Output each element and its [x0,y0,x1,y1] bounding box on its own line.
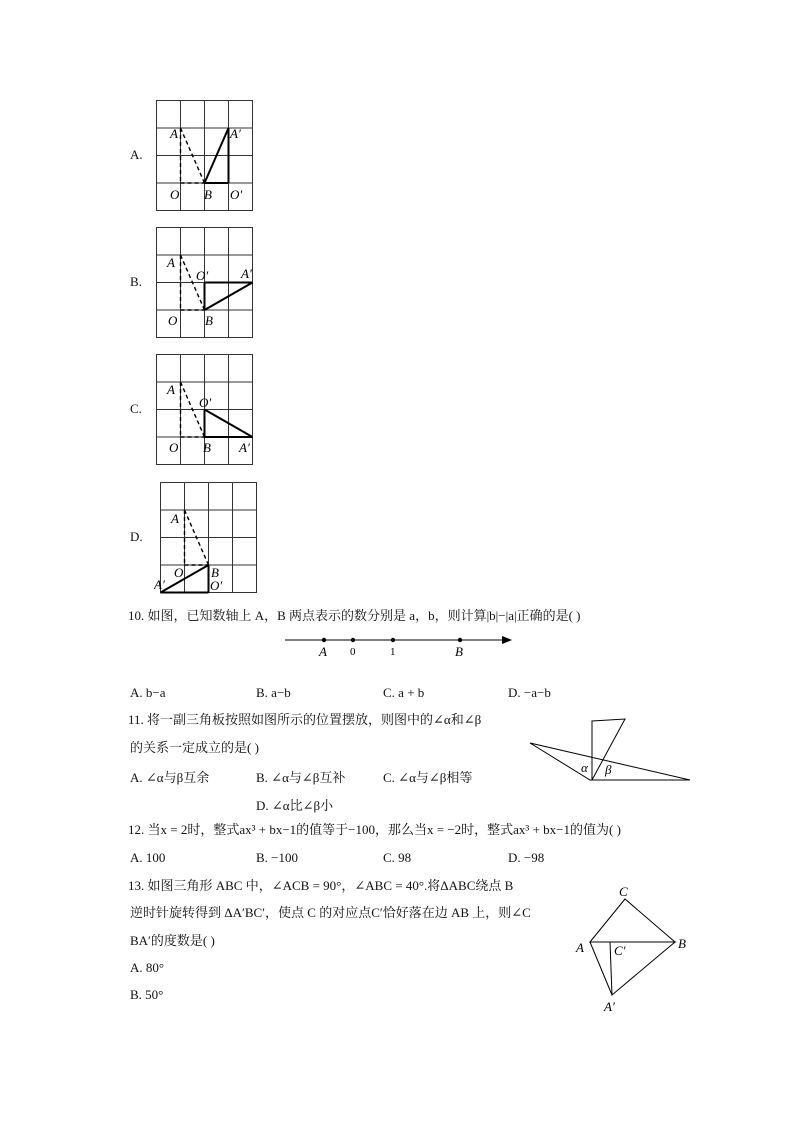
q9-option-a-figure [150,98,260,214]
point-a-label: A [167,255,175,270]
q10-stem: 10. 如图，已知数轴上 A，B 两点表示的数分别是 a，b，则计算|b|−|a|正确的是( ) [128,608,581,623]
q10-option-a: A. b−a [130,685,166,700]
q12-option-b: B. −100 [256,850,299,865]
q10-number-line [280,630,520,662]
q11-option-a: A. ∠α与β互余 [130,770,210,785]
point-a-prime-label: A′ [239,440,250,455]
q13-option-b: B. 50° [130,987,164,1002]
point-b-label: B [678,936,686,951]
q12-option-a: A. 100 [130,850,166,865]
axis-label-one: 1 [390,646,396,658]
point-a-label: A [171,511,179,526]
q10-option-b: B. a−b [256,685,291,700]
axis-label-a: A [319,644,327,659]
point-o-label: O [174,565,184,580]
q12-stem: 12. 当x = 2时，整式ax³ + bx−1的值等于−100，那么当x = −2时，整式ax³ + bx−1的值为( ) [128,822,621,837]
point-c-label: C [619,884,628,899]
point-o-label: O [169,440,179,455]
point-a-label: A [167,382,175,397]
point-b-label: B [205,313,213,328]
point-a-prime-label: A′ [154,577,165,592]
q11-option-c: C. ∠α与∠β相等 [383,770,473,785]
q9-option-c-label: C. [130,401,142,416]
q12-option-d: D. −98 [508,850,545,865]
point-c-prime-label: C′ [614,943,626,958]
q13-option-a: A. 80° [130,960,165,975]
point-o-label: O [170,187,180,202]
q13-rotation-figure [570,882,695,1017]
point-a-prime-label: A′ [230,126,241,141]
q13-stem-line3: BA′的度数是( ) [130,933,215,948]
point-o-prime-label: O′ [210,578,223,593]
q9-option-b-label: B. [130,274,142,289]
axis-label-zero: 0 [350,646,356,658]
q10-option-c: C. a + b [383,685,425,700]
point-a-prime-label: A′ [241,266,252,281]
q9-option-d-figure [154,480,264,596]
q11-stem-line2: 的关系一定成立的是( ) [130,740,259,755]
point-o-label: O [168,313,178,328]
q11-stem-line1: 11. 将一副三角板按照如图所示的位置摆放，则图中的∠α和∠β [128,712,482,727]
point-a-prime-label: A′ [604,999,615,1014]
point-o-prime-label: O′ [199,395,212,410]
point-b-label: B [211,565,219,580]
point-a-label: A [576,940,584,955]
axis-label-b: B [455,644,463,659]
q9-option-c-figure [150,352,260,468]
q9-option-b-figure [150,225,260,341]
point-b-label: B [203,440,211,455]
point-a-label: A [170,126,178,141]
q13-stem-line1: 13. 如图三角形 ABC 中，∠ACB = 90°，∠ABC = 40°.将ΔABC绕点 B [128,878,514,893]
q10-option-d: D. −a−b [508,685,551,700]
q11-triangle-figure [525,715,695,785]
point-o-prime-label: O′ [196,268,209,283]
angle-alpha-label: α [581,760,588,775]
q11-option-b: B. ∠α与∠β互补 [256,770,346,785]
q9-option-d-label: D. [130,529,143,544]
q9-option-a-label: A. [130,147,143,162]
point-b-label: B [204,187,212,202]
q13-stem-line2: 逆时针旋转得到 ΔA′BC′，使点 C 的对应点C′恰好落在边 AB 上，则∠C [130,905,531,920]
q12-option-c: C. 98 [383,850,412,865]
angle-beta-label: β [605,762,612,777]
point-o-prime-label: O′ [230,187,243,202]
q11-option-d: D. ∠α比∠β小 [256,798,334,813]
